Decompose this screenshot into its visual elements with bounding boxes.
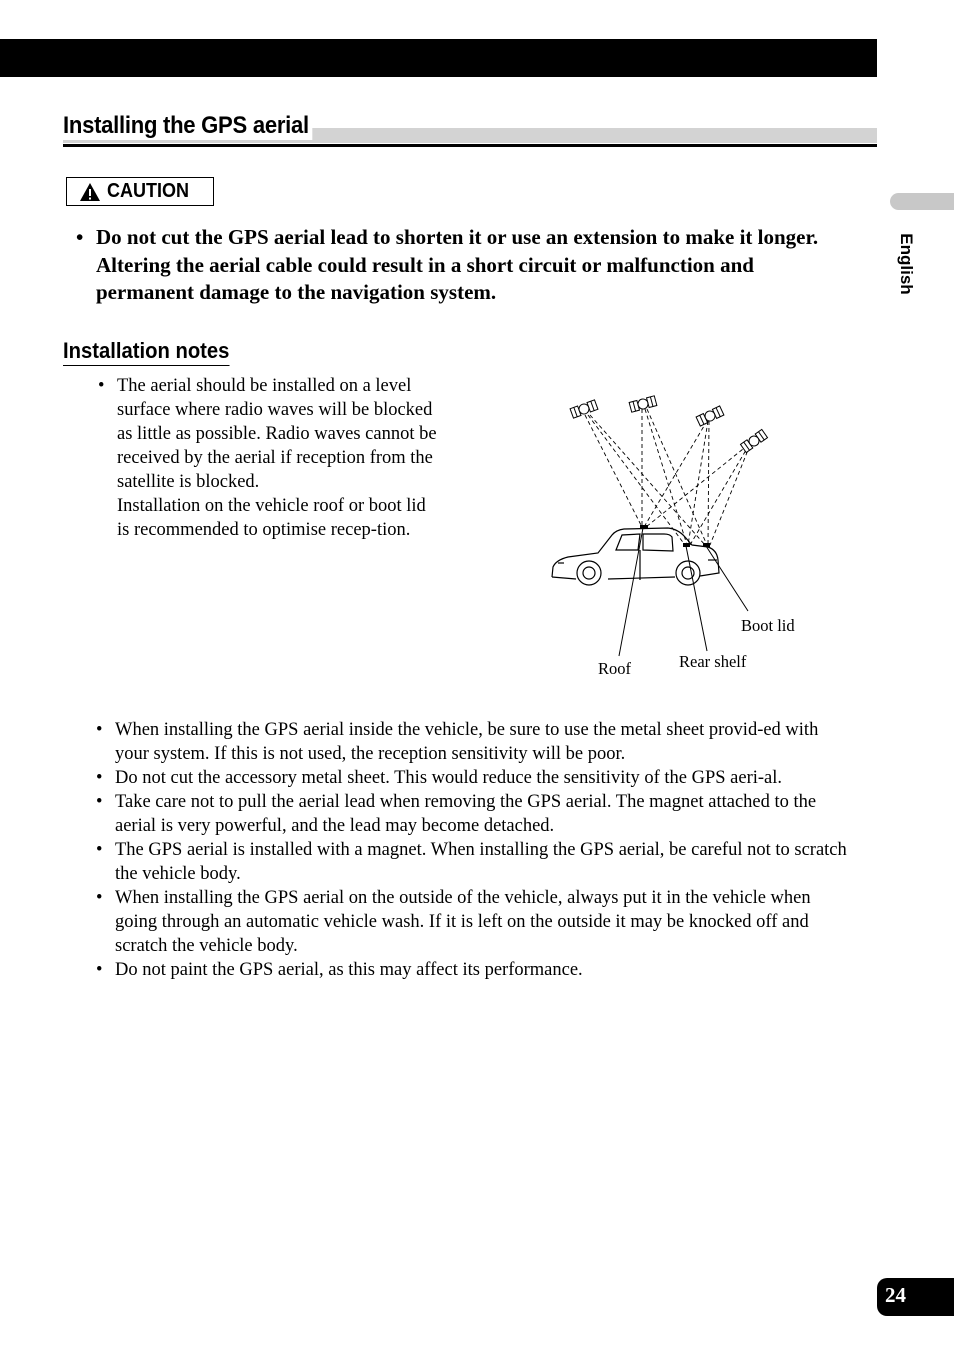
list-item bbox=[96, 718, 856, 766]
list-bullet: • bbox=[96, 888, 103, 908]
list-item bbox=[96, 958, 856, 982]
caution-bullet: • bbox=[76, 225, 84, 249]
notes-paragraph-2: Installation on the vehicle roof or boot lid is recommended to optimise recep-tion. bbox=[117, 496, 426, 540]
list-item bbox=[96, 838, 856, 886]
satellite-icon bbox=[570, 400, 598, 418]
label-roof: Roof bbox=[598, 659, 631, 678]
label-rear-shelf: Rear shelf bbox=[679, 652, 747, 671]
list-bullet: • bbox=[96, 960, 103, 980]
diagram-svg bbox=[540, 385, 840, 685]
satellite-icon bbox=[696, 406, 724, 426]
notes-bullet: • bbox=[98, 376, 105, 396]
list-item-text: Do not cut the accessory metal sheet. This would reduce the sensitivity of the GPS aeri-al. bbox=[115, 768, 783, 788]
installation-bullets bbox=[96, 718, 856, 982]
list-item-text: Do not paint the GPS aerial, as this may affect its performance. bbox=[115, 960, 583, 980]
section-title-bar bbox=[63, 110, 877, 147]
header-bar bbox=[0, 39, 877, 77]
gps-installation-diagram bbox=[540, 385, 840, 685]
installation-notes-first bbox=[98, 374, 439, 542]
warning-triangle-icon bbox=[79, 182, 101, 202]
installation-notes-heading: Installation notes bbox=[63, 338, 229, 366]
list-bullet: • bbox=[96, 840, 103, 860]
satellites bbox=[570, 396, 767, 453]
satellite-icon bbox=[629, 396, 657, 412]
list-item-text: When installing the GPS aerial on the outside of the vehicle, always put it in the vehicle when going through an automatic vehicle wash. If it is left on the outside it may be knocked off and scratch the vehicle body. bbox=[115, 888, 811, 956]
list-bullet: • bbox=[96, 768, 103, 788]
caution-label: CAUTION bbox=[107, 180, 189, 202]
page-number: 24 bbox=[885, 1283, 906, 1307]
language-tab bbox=[890, 193, 954, 210]
list-item-text: The GPS aerial is installed with a magnet. When installing the GPS aerial, be careful not to scratch the vehicle body. bbox=[115, 840, 847, 884]
satellite-icon bbox=[740, 429, 767, 452]
section-title: Installing the GPS aerial bbox=[63, 112, 313, 140]
signal-lines bbox=[585, 409, 750, 545]
list-item bbox=[96, 886, 856, 958]
list-bullet: • bbox=[96, 720, 103, 740]
language-text: English bbox=[897, 233, 916, 295]
label-boot-lid: Boot lid bbox=[741, 616, 795, 635]
notes-paragraph-1: The aerial should be installed on a level surface where radio waves will be blocked as little as possible. Radio waves cannot be received by the aerial if reception from the satellite is blocked. bbox=[117, 376, 437, 492]
caution-text bbox=[76, 224, 856, 307]
list-item-text: Take care not to pull the aerial lead when removing the GPS aerial. The magnet attached to the aerial is very powerful, and the lead may become detached. bbox=[115, 792, 817, 836]
list-item bbox=[96, 790, 856, 838]
list-item bbox=[96, 766, 856, 790]
language-label bbox=[884, 224, 928, 304]
car-icon bbox=[552, 528, 719, 585]
list-bullet: • bbox=[96, 792, 103, 812]
caution-box bbox=[66, 177, 214, 206]
caution-message: Do not cut the GPS aerial lead to shorten it or use an extension to make it longer. Altering the aerial cable could result in a short circuit or malfunction and permanent damage to the navigation system. bbox=[96, 225, 819, 304]
list-item-text: When installing the GPS aerial inside the vehicle, be sure to use the metal sheet provid-ed with your system. If this is not used, the reception sensitivity will be poor. bbox=[115, 720, 819, 764]
